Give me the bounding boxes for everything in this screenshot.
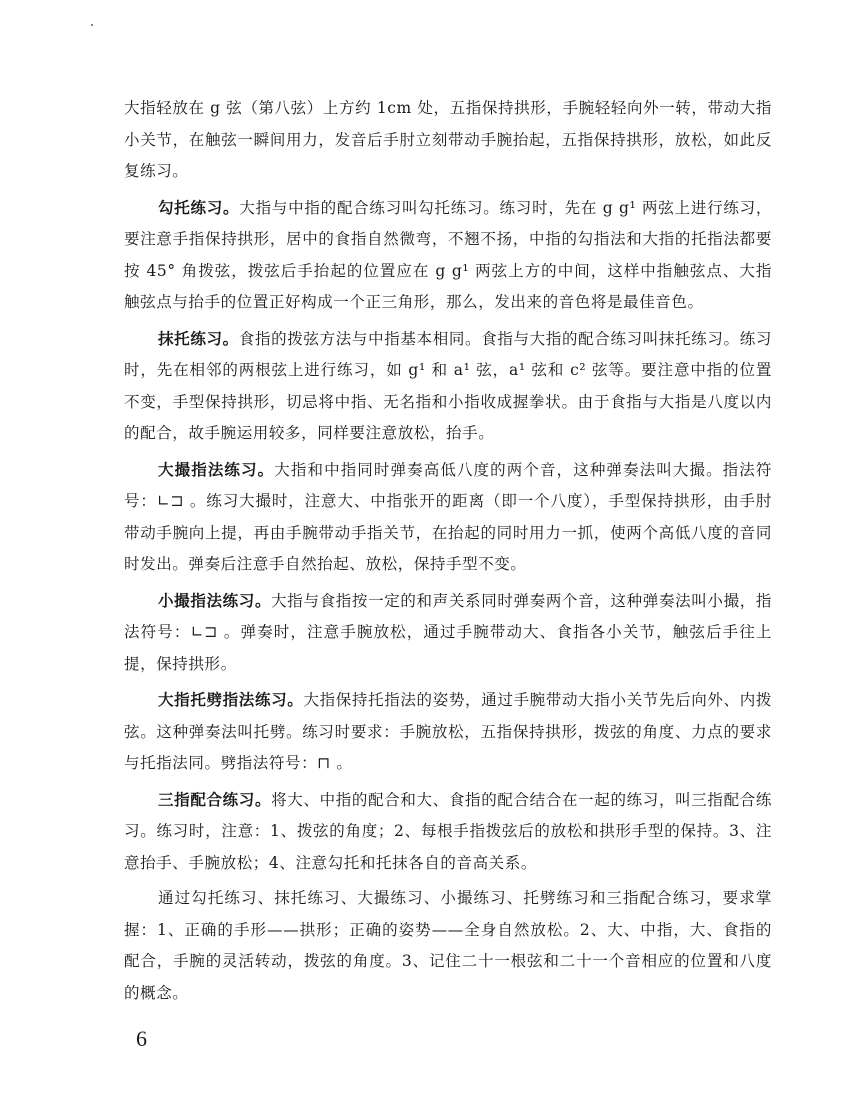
section-heading: 小撮指法练习。 <box>158 590 272 610</box>
paragraph-tuo-pi <box>124 684 772 780</box>
paragraph-text: 通过勾托练习、抹托练习、大撮练习、小撮练习、托劈练习和三指配合练习，要求掌握：1、正确的手形——拱形；正确的姿势——全身自然放松。2、大、中指，大、食指的配合，手腕的灵活转动，拨弦的角度。3、记住二十一根弦和二十一个音相应的位置和八度的概念。 <box>124 889 772 1002</box>
section-heading: 大指托劈指法练习。 <box>158 690 304 709</box>
paragraph-text: 大指与食指按一定的和声关系同时弹奏两个音，这种弹奏法叫小撮，指法符号：∟⊐ 。弹奏时，注意手腕放松，通过手腕带动大、食指各小关节，触弦后手往上提，保持拱形。 <box>124 591 773 673</box>
paragraph-da-cuo <box>124 454 772 581</box>
page-number: 6 <box>136 1026 147 1051</box>
paragraph-san-zhi <box>124 784 772 880</box>
paragraph-text: 大指轻放在 g 弦（第八弦）上方约 1cm 处，五指保持拱形，手腕轻轻向外一转，带动大指小关节，在触弦一瞬间用力，发音后手肘立刻带动手腕抬起，五指保持拱形，放松，如此反复练习。 <box>124 99 772 180</box>
section-heading: 抹托练习。 <box>158 328 239 348</box>
paragraph-xiao-cuo <box>124 585 772 681</box>
section-heading: 勾托练习。 <box>158 197 240 217</box>
body-text <box>124 93 772 1013</box>
paragraph-text: 大指和中指同时弹奏高低八度的两个音，这种弹奏法叫大撮。指法符号：∟⊐ 。练习大撮时，注意大、中指张开的距离（即一个八度），手型保持拱形，由手肘带动手腕向上提，再由手腕带动手指关节，在抬起的同时用力一抓，使两个高低八度的音同时发出。弹奏后注意手自然抬起、放松，保持手型不变。 <box>124 460 772 573</box>
paragraph-mo-tuo <box>124 323 772 450</box>
paragraph-intro <box>124 93 772 188</box>
section-heading: 三指配合练习。 <box>158 789 272 809</box>
paragraph-text: 大指保持托指法的姿势，通过手腕带动大指小关节先后向外、内拨弦。这种弹奏法叫托劈。练习时要求：手腕放松，五指保持拱形，拨弦的角度、力点的要求与托指法同。劈指法符号：⊓ 。 <box>124 691 772 772</box>
scan-speck <box>91 24 93 26</box>
paragraph-text: 将大、中指的配合和大、食指的配合结合在一起的练习，叫三指配合练习。练习时，注意：1、拨弦的角度；2、每根手指拨弦后的放松和拱形手型的保持。3、注意抬手、手腕放松；4、注意勾托和托抹各自的音高关系。 <box>124 790 773 872</box>
paragraph-text: 大指与中指的配合练习叫勾托练习。练习时，先在 g g¹ 两弦上进行练习，要注意手指保持拱形，居中的食指自然微弯，不翘不扬，中指的勾指法和大指的托指法都要按 45° 角拨弦，拨弦后手抬起的位置应在 g g¹ 两弦上方的中间，这样中指触弦点、大指触弦点与抬手的位置正好构成一个正三角形，那么，发出来的音色将是最佳音色。 <box>124 198 772 311</box>
section-heading: 大撮指法练习。 <box>158 459 275 479</box>
paragraph-summary <box>124 883 772 1009</box>
paragraph-text: 食指的拨弦方法与中指基本相同。食指与大指的配合练习叫抹托练习。练习时，先在相邻的两根弦上进行练习，如 g¹ 和 a¹ 弦，a¹ 弦和 c² 弦等。要注意中指的位置不变，手型保持拱形，切忌将中指、无名指和小指收成握拳状。由于食指与大指是八度以内的配合，故手腕运用较多，同样要注意放松，抬手。 <box>124 329 772 442</box>
paragraph-gou-tuo <box>124 192 772 319</box>
